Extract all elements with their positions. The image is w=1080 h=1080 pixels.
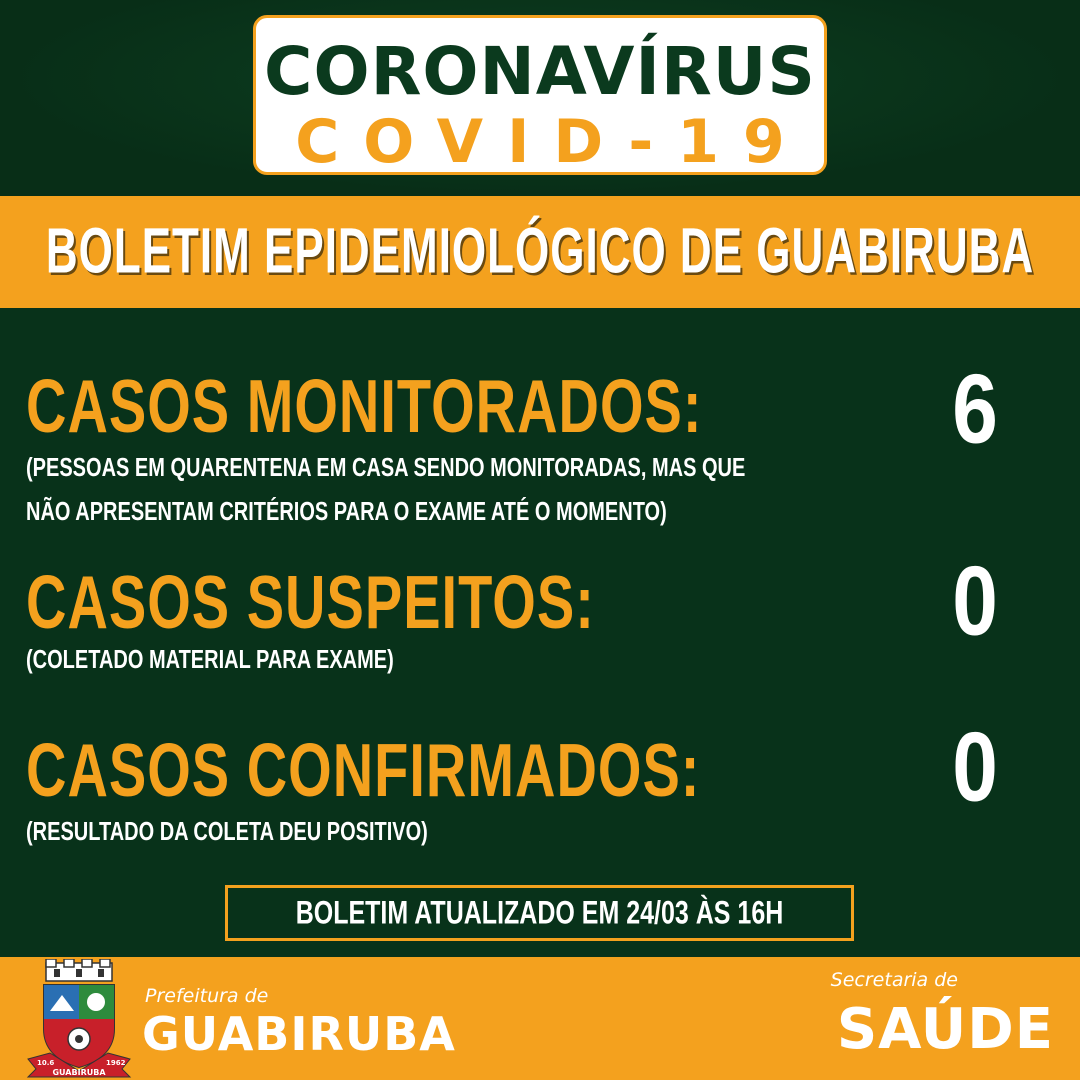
monitored-cases-value: 6 xyxy=(952,354,998,464)
crest-ribbon-text: GUABIRUBA xyxy=(52,1068,106,1077)
bulletin-title: BOLETIM EPIDEMIOLÓGICO DE GUABIRUBA xyxy=(45,215,1035,287)
city-name: GUABIRUBA xyxy=(142,1007,456,1061)
suspected-cases-title: CASOS SUSPEITOS: xyxy=(26,559,595,645)
footer xyxy=(0,957,1080,1080)
header-area xyxy=(0,0,1080,196)
coronavirus-logo-box xyxy=(253,15,827,175)
logo-title: CORONAVÍRUS xyxy=(264,33,816,110)
monitored-cases-description: (PESSOAS EM QUARENTENA EM CASA SENDO MONITORADAS, MAS QUE NÃO APRESENTAM CRITÉRIOS PARA O EXAME ATÉ O MOMENTO) xyxy=(26,453,746,527)
secretaria-label: Secretaria de xyxy=(830,969,958,991)
crest-right-date: 1962 xyxy=(106,1059,126,1067)
monitored-cases-title: CASOS MONITORADOS: xyxy=(26,363,703,449)
bulletin-banner xyxy=(0,196,1080,308)
prefeitura-label: Prefeitura de xyxy=(145,985,269,1007)
logo-subtitle: COVID-19 xyxy=(295,107,809,177)
city-crest-icon xyxy=(24,959,134,1079)
update-text: BOLETIM ATUALIZADO EM 24/03 ÀS 16H xyxy=(295,894,784,932)
confirmed-cases-title: CASOS CONFIRMADOS: xyxy=(26,727,701,813)
update-notice xyxy=(225,885,854,941)
confirmed-cases-value: 0 xyxy=(952,712,998,822)
crest-left-date: 10.6 xyxy=(37,1059,55,1067)
secretaria-name: SAÚDE xyxy=(836,997,1054,1062)
confirmed-cases-description: (RESULTADO DA COLETA DEU POSITIVO) xyxy=(26,817,428,847)
suspected-cases-value: 0 xyxy=(952,546,998,656)
suspected-cases-description: (COLETADO MATERIAL PARA EXAME) xyxy=(26,645,394,675)
